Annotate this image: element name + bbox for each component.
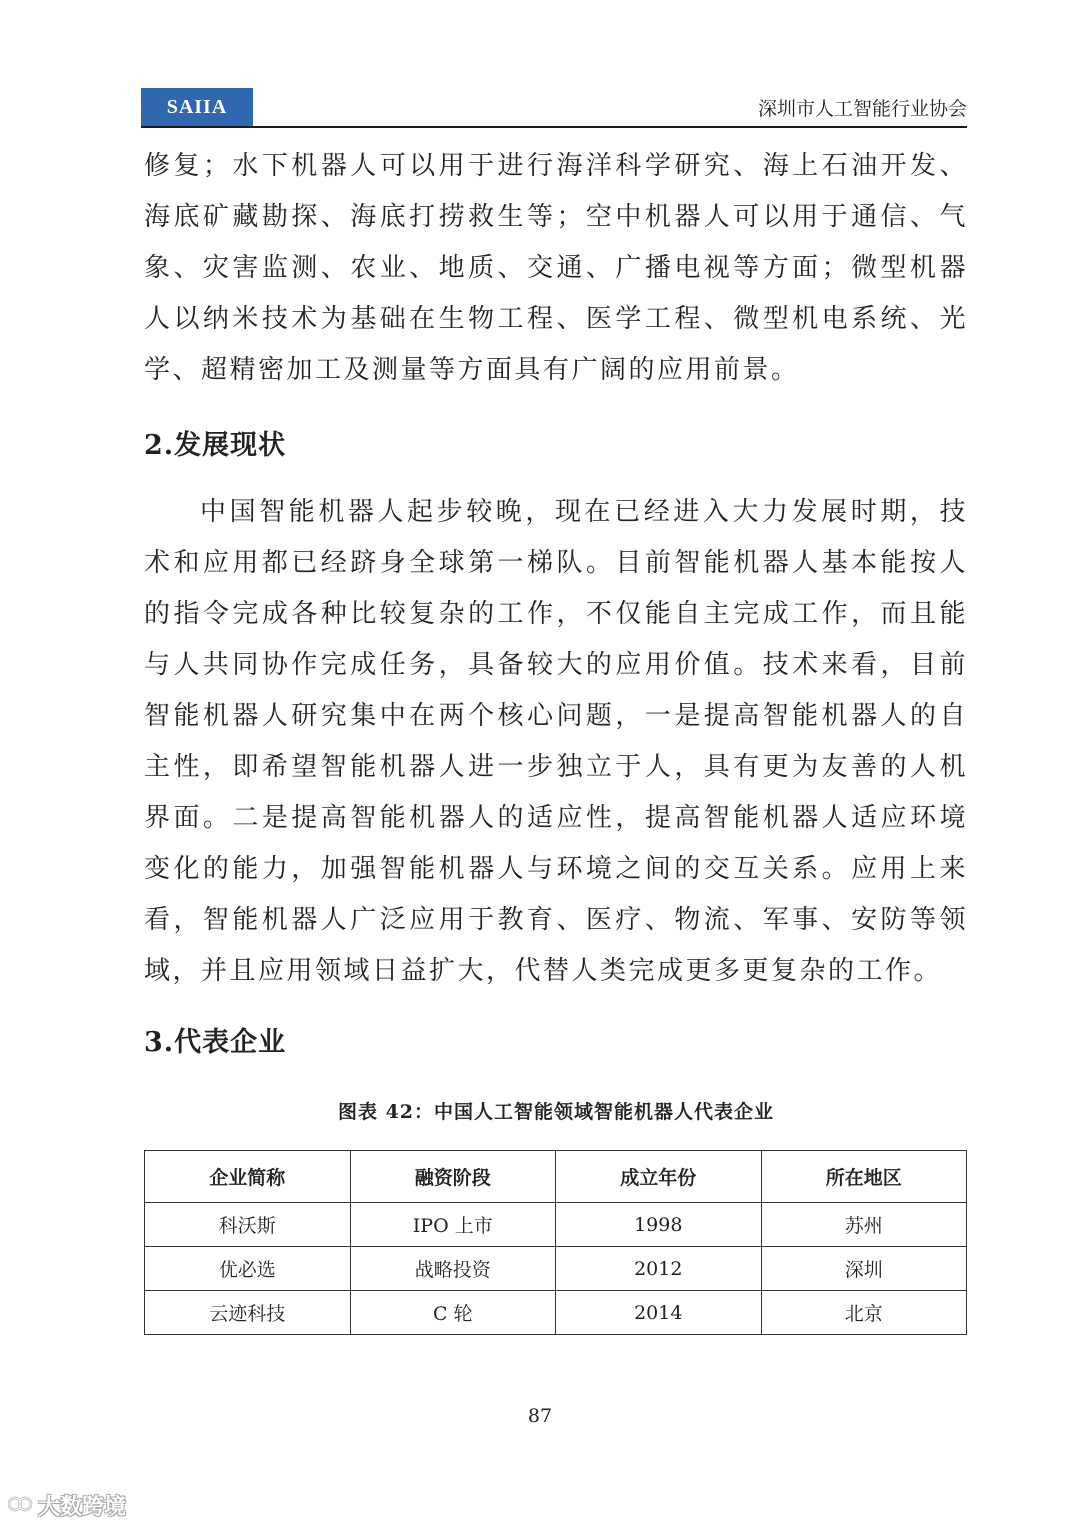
section-heading-companies: 3.代表企业 xyxy=(144,1027,287,1058)
column-header: 融资阶段 xyxy=(350,1151,556,1203)
organization-name: 深圳市人工智能行业协会 xyxy=(757,98,967,120)
table-row xyxy=(145,1247,967,1291)
table-cell: C 轮 xyxy=(350,1291,556,1335)
page-header xyxy=(141,86,967,128)
table-cell: IPO 上市 xyxy=(350,1203,556,1247)
table-cell: 战略投资 xyxy=(350,1247,556,1291)
paragraph-2: 中国智能机器人起步较晚，现在已经进入大力发展时期，技术和应用都已经跻身全球第一梯队。目前智能机器人基本能按人的指令完成各种比较复杂的工作，不仅能自主完成工作，而且能与人共同协作完成任务，具备较大的应用价值。技术来看，目前智能机器人研究集中在两个核心问题，一是提高智能机器人的自主性，即希望智能机器人进一步独立于人，具有更为友善的人机界面。二是提高智能机器人的适应性，提高智能机器人适应环境变化的能力，加强智能机器人与环境之间的交互关系。应用上来看，智能机器人广泛应用于教育、医疗、物流、军事、安防等领域，并且应用领域日益扩大，代替人类完成更多更复杂的工作。 xyxy=(144,497,968,986)
table-cell: 1998 xyxy=(556,1203,762,1247)
table-cell: 云迹科技 xyxy=(145,1291,351,1335)
paragraph-1: 修复；水下机器人可以用于进行海洋科学研究、海上石油开发、海底矿藏勘探、海底打捞救生等；空中机器人可以用于通信、气象、灾害监测、农业、地质、交通、广播电视等方面；微型机器人以纳米技术为基础在生物工程、医学工程、微型机电系统、光学、超精密加工及测量等方面具有广阔的应用前景。 xyxy=(144,151,968,385)
table-cell: 2014 xyxy=(556,1291,762,1335)
table-cell: 2012 xyxy=(556,1247,762,1291)
watermark xyxy=(6,1490,126,1521)
table-caption: 图表 42：中国人工智能领域智能机器人代表企业 xyxy=(337,1101,775,1123)
table-cell: 科沃斯 xyxy=(145,1203,351,1247)
page-number: 87 xyxy=(527,1405,553,1427)
column-header: 所在地区 xyxy=(761,1151,967,1203)
table-cell: 深圳 xyxy=(761,1247,967,1291)
column-header: 企业简称 xyxy=(145,1151,351,1203)
companies-table xyxy=(144,1150,967,1335)
table-cell: 优必选 xyxy=(145,1247,351,1291)
table-cell: 北京 xyxy=(761,1291,967,1335)
table-cell: 苏州 xyxy=(761,1203,967,1247)
watermark-text: 大数跨境 xyxy=(38,1495,127,1520)
brand-badge: SAIIA xyxy=(141,88,253,126)
table-header-row xyxy=(145,1151,967,1203)
column-header: 成立年份 xyxy=(556,1151,762,1203)
table-row xyxy=(145,1203,967,1247)
table-row xyxy=(145,1291,967,1335)
section-heading-development: 2.发展现状 xyxy=(144,430,287,461)
watermark-logo-icon xyxy=(6,1492,34,1520)
